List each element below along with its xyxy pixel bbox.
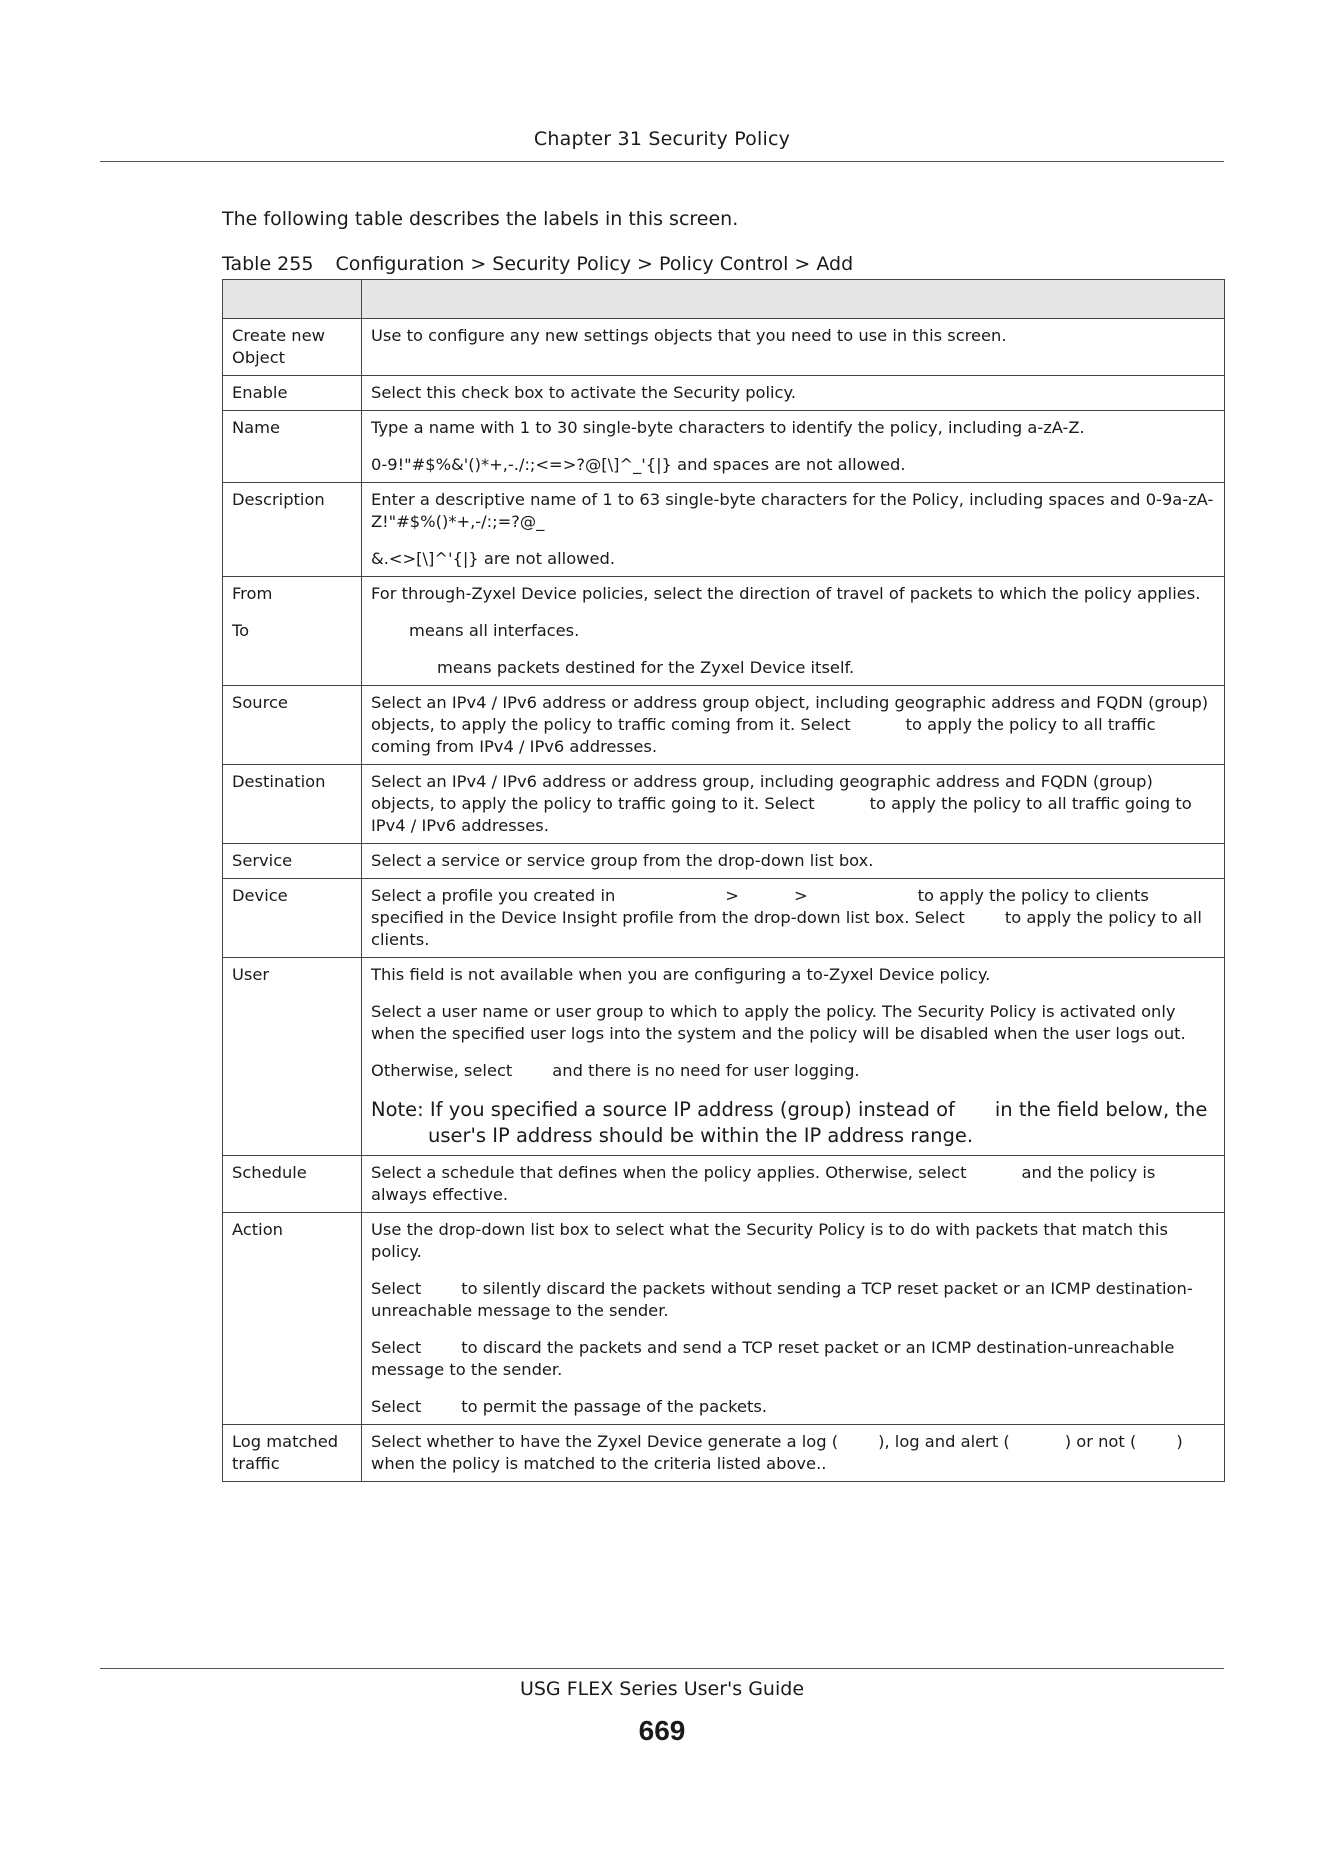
table-row xyxy=(223,411,1225,483)
row-description: Use to configure any new settings objects that you need to use in this screen. xyxy=(362,319,1225,376)
page-number: 669 xyxy=(638,1715,686,1746)
row-description: Select an IPv4 / IPv6 address or address group, including geographic address and FQDN (group) objects, to apply the policy to traffic going to it. Select to apply the policy to all traffic going to IPv4 / IPv6 addresses. xyxy=(362,765,1225,844)
row-label: Source xyxy=(223,686,362,765)
row-description: For through-Zyxel Device policies, select the direction of travel of packets to which the policy applies. means all interfaces. means packets destined for the Zyxel Device itself. xyxy=(362,577,1225,686)
table-row xyxy=(223,1156,1225,1213)
row-label: Create new Object xyxy=(223,319,362,376)
row-description: Enter a descriptive name of 1 to 63 single-byte characters for the Policy, including spaces and 0-9a-zA-Z!"#$%()*+,-/:;=?@_ &.<>[\]^'{|} are not allowed. xyxy=(362,483,1225,577)
row-description: This field is not available when you are configuring a to-Zyxel Device policy. Select a user name or user group to which to apply the policy. The Security Policy is activated only when the specified user logs into the system and the policy will be disabled when the user logs out. Otherwise, select and there is no need for user logging. Note: If you specified a source IP address (group) instead of in the field below, the user's IP address should be within the IP address range. xyxy=(362,958,1225,1156)
table-row xyxy=(223,376,1225,411)
table-row xyxy=(223,844,1225,879)
table-row xyxy=(223,577,1225,686)
row-description: Select a service or service group from the drop-down list box. xyxy=(362,844,1225,879)
row-label: Description xyxy=(223,483,362,577)
row-label: Service xyxy=(223,844,362,879)
row-description: Select whether to have the Zyxel Device generate a log ( ), log and alert ( ) or not ( ) when the policy is matched to the criteria listed above.. xyxy=(362,1425,1225,1482)
table-title: Configuration > Security Policy > Policy Control > Add xyxy=(335,253,854,275)
row-description: Select a profile you created in > > to apply the policy to clients specified in the Device Insight profile from the drop-down list box. Select to apply the policy to all clients. xyxy=(362,879,1225,958)
header-rule xyxy=(100,161,1224,162)
row-label: From To xyxy=(223,577,362,686)
row-label: Destination xyxy=(223,765,362,844)
row-label: Name xyxy=(223,411,362,483)
table-caption xyxy=(222,253,853,275)
row-description: Select a schedule that defines when the policy applies. Otherwise, select and the policy is always effective. xyxy=(362,1156,1225,1213)
table-row xyxy=(223,958,1225,1156)
table-row xyxy=(223,765,1225,844)
user-note: Note: If you specified a source IP address (group) instead of in the field below, the user's IP address should be within the IP address range. xyxy=(371,1098,1208,1147)
table-row xyxy=(223,686,1225,765)
footer-guide-title: USG FLEX Series User's Guide xyxy=(519,1678,805,1700)
row-label: Schedule xyxy=(223,1156,362,1213)
table-row xyxy=(223,319,1225,376)
row-label: Device xyxy=(223,879,362,958)
row-description: Select an IPv4 / IPv6 address or address group object, including geographic address and FQDN (group) objects, to apply the policy to traffic coming from it. Select to apply the policy to all traffic coming from IPv4 / IPv6 addresses. xyxy=(362,686,1225,765)
intro-text: The following table describes the labels in this screen. xyxy=(222,208,739,230)
chapter-header: Chapter 31 Security Policy xyxy=(533,128,791,150)
row-label: Action xyxy=(223,1213,362,1425)
labels-table xyxy=(222,279,1225,1482)
footer-rule xyxy=(100,1668,1224,1669)
table-row xyxy=(223,1213,1225,1425)
table-row xyxy=(223,483,1225,577)
row-description: Use the drop-down list box to select what the Security Policy is to do with packets that match this policy. Select to silently discard the packets without sending a TCP reset packet or an ICMP destination-unreachable message to the sender. Select to discard the packets and send a TCP reset packet or an ICMP destination-unreachable message to the sender. Select to permit the passage of the packets. xyxy=(362,1213,1225,1425)
row-label: Enable xyxy=(223,376,362,411)
row-label: Log matched traffic xyxy=(223,1425,362,1482)
table-row xyxy=(223,879,1225,958)
table-row xyxy=(223,1425,1225,1482)
table-number: Table 255 xyxy=(222,253,314,275)
table-header-row xyxy=(223,280,1225,319)
row-description: Select this check box to activate the Security policy. xyxy=(362,376,1225,411)
row-label: User xyxy=(223,958,362,1156)
row-description: Type a name with 1 to 30 single-byte characters to identify the policy, including a-zA-Z. 0-9!"#$%&'()*+,-./:;<=>?@[\]^_'{|} and spaces are not allowed. xyxy=(362,411,1225,483)
